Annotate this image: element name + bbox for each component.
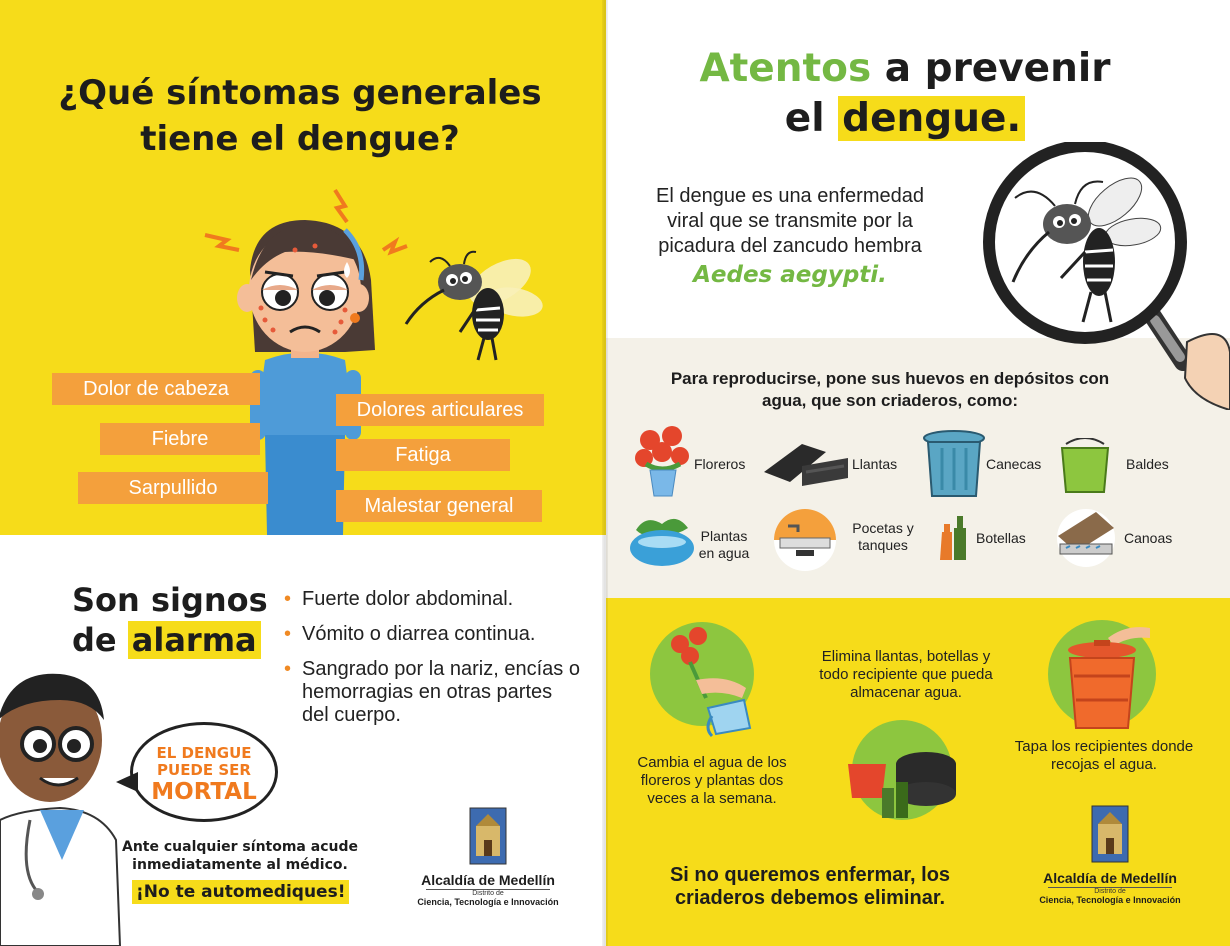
aedes-aegypti: Aedes aegypti. [693, 262, 887, 288]
alarm-title-line-2 [72, 620, 268, 660]
symptoms-title: ¿Qué síntomas generales tiene el dengue? [58, 73, 542, 159]
logo-subtitle-2: Ciencia, Tecnología e Innovación [1039, 895, 1181, 905]
title-prevenir: a prevenir [884, 46, 1111, 91]
gutter-icon [1056, 508, 1116, 568]
bottles-icon [938, 512, 968, 562]
sink-tank-icon [772, 508, 838, 572]
alarm-sign-item: • Vómito o diarrea continua. [284, 623, 584, 646]
tip-cover: Tapa los recipientes donde recojas el agua. [1014, 738, 1194, 773]
site-botellas: Botellas [976, 530, 1026, 546]
warning-speech-bubble [130, 722, 278, 822]
site-canecas: Canecas [986, 456, 1042, 472]
mosquito-illustration [400, 232, 550, 372]
symptom-joint-pain: Dolores articulares [336, 394, 544, 426]
alarm-sign-item: • Sangrado por la nariz, encías o hemorragias en otras partes del cuerpo. [284, 658, 584, 727]
speech-bubble-tail [116, 772, 138, 792]
logo-subtitle-1: Distrito de [426, 889, 550, 897]
tip-eliminate: Elimina llantas, botellas y todo recipiente que pueda almacenar agua. [819, 648, 993, 701]
vase-flowers-icon [632, 424, 694, 498]
prevention-title [690, 44, 1120, 144]
doctor-illustration [0, 670, 130, 946]
site-baldes: Baldes [1126, 456, 1169, 472]
medellin-logo-right [1034, 804, 1186, 905]
alarm-title [72, 580, 268, 660]
doctor-advice: Ante cualquier síntoma acude inmediatamente al médico. [122, 839, 358, 873]
title-el: el [784, 96, 825, 141]
site-plantas-en-agua: Plantas en agua [698, 528, 750, 561]
alarm-title-de: de [72, 621, 117, 659]
symptom-malaise: Malestar general [336, 490, 542, 522]
medellin-logo-left [412, 806, 564, 907]
warning-text [133, 745, 275, 805]
coat-of-arms-icon [412, 806, 564, 868]
site-llantas: Llantas [852, 456, 898, 472]
no-self-medication: ¡No te automediques! [132, 880, 349, 904]
trash-can-icon [922, 430, 986, 498]
title-dengue: dengue. [838, 96, 1025, 141]
symptom-headache: Dolor de cabeza [52, 373, 260, 405]
logo-subtitle-2: Ciencia, Tecnología e Innovación [417, 897, 559, 907]
tip-change-water: Cambia el agua de los floreros y plantas dos veces a la semana. [637, 754, 787, 807]
title-atentos: Atentos [699, 46, 872, 91]
tires-icon [762, 436, 852, 490]
warning-line-1: EL DENGUE [156, 744, 252, 762]
eliminate-containers-illustration [842, 718, 964, 824]
cover-container-illustration [1046, 616, 1158, 736]
site-canoas: Canoas [1124, 530, 1173, 546]
symptom-fever: Fiebre [100, 423, 260, 455]
alarm-sign-item: • Fuerte dolor abdominal. [284, 588, 584, 611]
warning-mortal: MORTAL [151, 779, 257, 805]
coat-of-arms-icon [1034, 804, 1186, 866]
symptom-rash: Sarpullido [78, 472, 268, 504]
logo-name: Alcaldía de Medellín [421, 872, 555, 888]
symptom-fatigue: Fatiga [336, 439, 510, 471]
alarm-title-line-1: Son signos [72, 581, 268, 619]
warning-line-2: PUEDE SER [157, 761, 251, 779]
site-pocetas-tanques: Pocetas y tanques [852, 520, 914, 553]
plant-in-water-icon [626, 512, 698, 568]
alarm-signs-list [284, 588, 584, 739]
bucket-icon [1058, 438, 1112, 494]
alarm-title-highlight: alarma [128, 621, 261, 659]
logo-subtitle-1: Distrito de [1048, 887, 1172, 895]
closing-message: Si no queremos enfermar, los criaderos debemos eliminar. [669, 864, 951, 909]
change-water-illustration [646, 618, 756, 738]
breeding-intro: Para reproducirse, pone sus huevos en depósitos con agua, que son criaderos, como: [670, 369, 1110, 410]
site-floreros: Floreros [694, 456, 746, 472]
logo-name: Alcaldía de Medellín [1043, 870, 1177, 886]
page-fold [602, 0, 608, 946]
dengue-intro: El dengue es una enfermedad viral que se transmite por la picadura del zancudo hembra [656, 185, 924, 257]
